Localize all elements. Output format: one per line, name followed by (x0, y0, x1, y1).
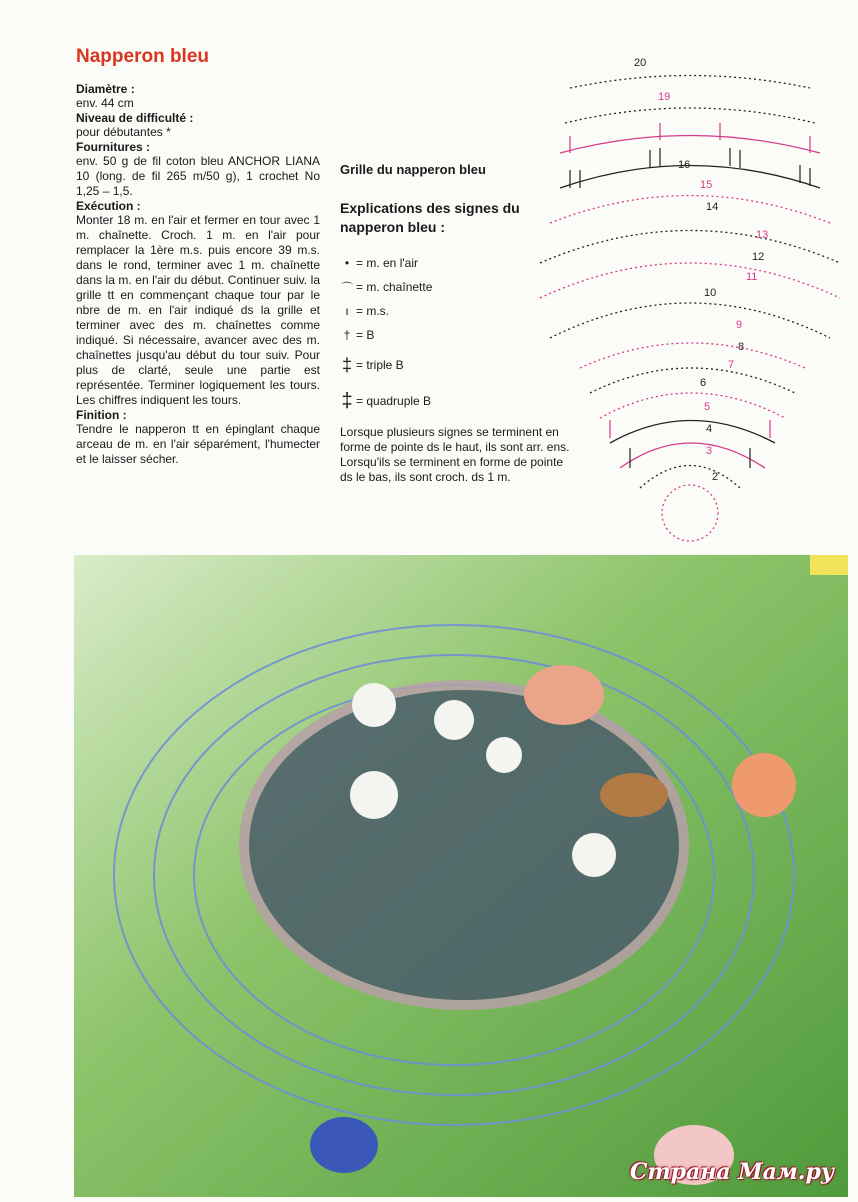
legend-label: = quadruple B (356, 394, 432, 408)
crochet-chart-diagram (510, 48, 850, 548)
section-text: pour débutantes * (76, 125, 171, 139)
section-heading: Niveau de difficulté : (76, 111, 194, 125)
section-text: env. 50 g de fil coton bleu ANCHOR LIANA 10 (long. de fil 265 m/50 g), 1 crochet No 1,25 – 1,5. (76, 154, 320, 198)
section-text: Monter 18 m. en l'air et fermer en tour avec 1 m. chaînette. Croch. 1 m. en l'air pour remplacer la 1ère m.s. puis encore 39 m.s. dans le rond, terminer avec 1 m. chaînette dans la m. en l'air du début. Continuer suiv. la grille tt en commençant chaque tour par le nbre de m. en l'air indiqué ds la grille et terminer avec des m. chaînettes comme indiqué. Si nécessaire, avancer avec des m. chaînettes jusqu'au début du tour suiv. Pour plus de clarté, seule une partie est représentée. Terminer logiquement les tours. Les chiffres indiquent les tours. (76, 213, 320, 407)
section-execution (76, 199, 320, 408)
section-diameter (76, 82, 320, 111)
cross-symbol-icon: † (343, 328, 351, 342)
round-number: 16 (678, 159, 691, 171)
section-difficulty (76, 111, 320, 140)
round-number: 10 (704, 287, 717, 299)
arc-symbol-icon: ⌒ (340, 280, 353, 295)
round-number: 14 (706, 201, 719, 213)
round-number: 3 (706, 445, 713, 457)
watermark-logo: Страна Мам.ру (629, 1159, 834, 1185)
bar-symbol-icon: ı (345, 304, 349, 318)
round-number: 20 (634, 57, 647, 69)
round-number: 13 (756, 229, 769, 241)
grid-title: Grille du napperon bleu (340, 162, 486, 177)
round-number: 11 (746, 271, 758, 283)
section-heading: Diamètre : (76, 82, 135, 96)
round-number: 12 (752, 251, 765, 263)
legend-label: = m.s. (356, 304, 390, 318)
dot-symbol-icon: • (344, 256, 350, 270)
page-title: Napperon bleu (76, 46, 210, 67)
explanations-title: Explications des signes du napperon bleu : (340, 200, 520, 235)
round-number: 9 (736, 319, 743, 331)
section-finishing (76, 408, 320, 467)
round-number: 7 (728, 359, 735, 371)
triple-symbol-icon: ‡ (341, 354, 352, 375)
doily-photo (74, 555, 848, 1197)
legend-label: = B (356, 328, 375, 342)
round-number: 2 (712, 471, 719, 483)
legend-label: = m. en l'air (356, 256, 418, 270)
round-number: 15 (700, 179, 713, 191)
doily-photo-illustration (74, 555, 848, 1197)
legend-label: = m. chaînette (356, 280, 433, 294)
legend-label: = triple B (356, 358, 404, 372)
round-number: 6 (700, 377, 707, 389)
section-heading: Finition : (76, 408, 127, 422)
section-text: env. 44 cm (76, 96, 134, 110)
section-heading: Exécution : (76, 199, 141, 213)
round-number: 5 (704, 401, 711, 413)
section-text: Tendre le napperon tt en épinglant chaque arceau de m. en l'air séparément, l'humecter et le laisser sécher. (76, 422, 320, 466)
round-number: 19 (658, 91, 671, 103)
pattern-text-column (76, 46, 320, 467)
round-number: 8 (738, 341, 745, 353)
round-number: 4 (706, 423, 713, 435)
legend-note: Lorsque plusieurs signes se terminent en forme de pointe ds le haut, ils sont arr. ens. Lorsqu'ils se terminent en forme de pointe ds le bas, ils sont croch. ds 1 m. (340, 425, 570, 484)
quadruple-symbol-icon: ‡ (341, 389, 353, 412)
section-heading: Fournitures : (76, 140, 150, 154)
section-supplies (76, 140, 320, 199)
